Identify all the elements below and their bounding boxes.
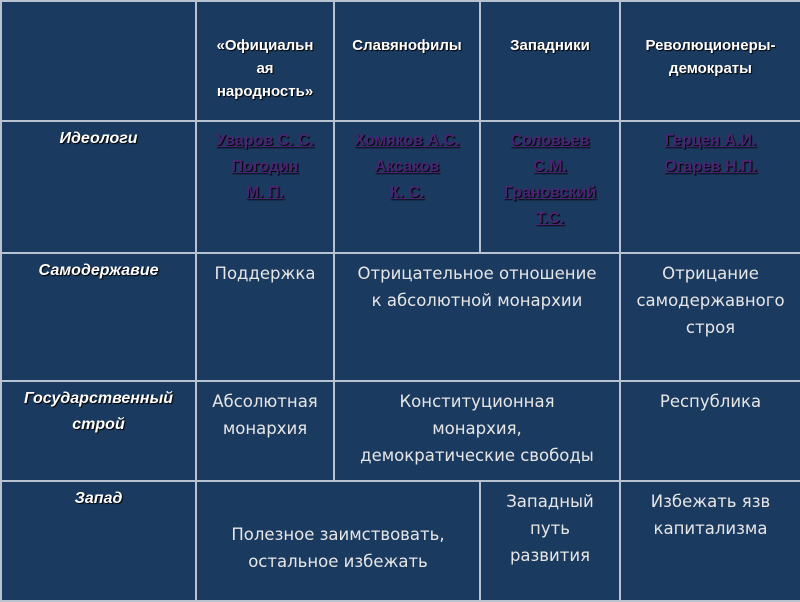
link-granovsky-initials[interactable]: Т.С. [535, 210, 565, 227]
header-official-line-3: народность» [216, 83, 314, 100]
link-pogodin[interactable]: Погодин [231, 158, 299, 175]
row-label-autocracy [1, 253, 196, 381]
state-official-cell [196, 381, 334, 481]
autocracy-slav-west-line-2: к абсолютной монархии [371, 291, 583, 310]
ideologists-official-cell [196, 121, 334, 253]
row-label-state-line-1: Государственный [24, 390, 173, 407]
header-slavophiles [334, 1, 480, 121]
autocracy-revolutionaries-line-1: Отрицание [662, 264, 759, 283]
header-corner-cell [1, 1, 196, 121]
ideologists-revolutionaries-cell [620, 121, 800, 253]
ideologists-westerners-cell [480, 121, 620, 253]
west-official-slav-line-2: остальное избежать [248, 552, 428, 571]
state-slav-west-line-2: монархия, [432, 419, 522, 438]
header-westerners-label: Западники [510, 37, 590, 54]
header-row [1, 1, 800, 121]
row-label-ideologists [1, 121, 196, 253]
state-slav-west-line-1: Конституционная [399, 392, 555, 411]
header-westerners [480, 1, 620, 121]
row-label-west [1, 481, 196, 601]
autocracy-revolutionaries-cell [620, 253, 800, 381]
header-revolutionaries-line-1: Революционеры- [645, 37, 776, 54]
header-slavophiles-label: Славянофилы [352, 37, 462, 54]
header-revolutionary-democrats [620, 1, 800, 121]
autocracy-revolutionaries-line-3: строя [685, 318, 736, 337]
row-label-west-text: Запад [74, 490, 123, 507]
west-revolutionaries-cell [620, 481, 800, 601]
west-row [1, 481, 800, 601]
state-official-line-2: монархия [222, 419, 308, 438]
header-official-line-1: «Официальн [216, 37, 314, 54]
link-khomyakov[interactable]: Хомяков А.С. [354, 132, 460, 149]
link-herzen[interactable]: Герцен А.И. [664, 132, 757, 149]
link-aksakov-initials[interactable]: К. С. [389, 184, 425, 201]
west-westerners-line-1: Западный [506, 492, 594, 511]
autocracy-slav-west-line-1: Отрицательное отношение [357, 264, 597, 283]
link-ogarev[interactable]: Огарев Н.П. [664, 158, 757, 175]
state-system-row [1, 381, 800, 481]
autocracy-official-cell [196, 253, 334, 381]
autocracy-official-text: Поддержка [214, 264, 316, 283]
west-westerners-cell [480, 481, 620, 601]
west-official-slav-line-1: Полезное заимствовать, [231, 525, 445, 544]
link-pogodin-initials[interactable]: М. П. [245, 184, 285, 201]
state-official-line-1: Абсолютная [212, 392, 318, 411]
state-revolutionaries-cell [620, 381, 800, 481]
state-slav-west-line-3: демократические свободы [360, 446, 594, 465]
west-revolutionaries-line-1: Избежать язв [650, 492, 771, 511]
link-uvarov[interactable]: Уваров С. С. [215, 132, 315, 149]
row-label-ideologists-text: Идеологи [59, 130, 138, 147]
state-revolutionaries-text: Республика [659, 392, 762, 411]
link-granovsky[interactable]: Грановский [503, 184, 597, 201]
west-revolutionaries-line-2: капитализма [653, 519, 768, 538]
row-label-autocracy-text: Самодержавие [38, 262, 159, 279]
header-official-nationality [196, 1, 334, 121]
ideologists-slavophiles-cell [334, 121, 480, 253]
west-westerners-line-3: развития [509, 546, 591, 565]
link-solovyov[interactable]: Соловьев [510, 132, 590, 149]
link-solovyov-initials[interactable]: С.М. [533, 158, 567, 175]
west-official-slav-cell [196, 481, 480, 601]
row-label-state-system [1, 381, 196, 481]
header-revolutionaries-line-2: демократы [669, 60, 752, 77]
ideologists-row [1, 121, 800, 253]
link-aksakov[interactable]: Аксаков [374, 158, 440, 175]
state-slav-west-cell [334, 381, 620, 481]
autocracy-row [1, 253, 800, 381]
west-westerners-line-2: путь [530, 519, 570, 538]
header-official-line-2: ая [256, 60, 274, 77]
autocracy-revolutionaries-line-2: самодержавного [636, 291, 785, 310]
row-label-state-line-2: строй [72, 416, 125, 433]
autocracy-slav-west-cell [334, 253, 620, 381]
